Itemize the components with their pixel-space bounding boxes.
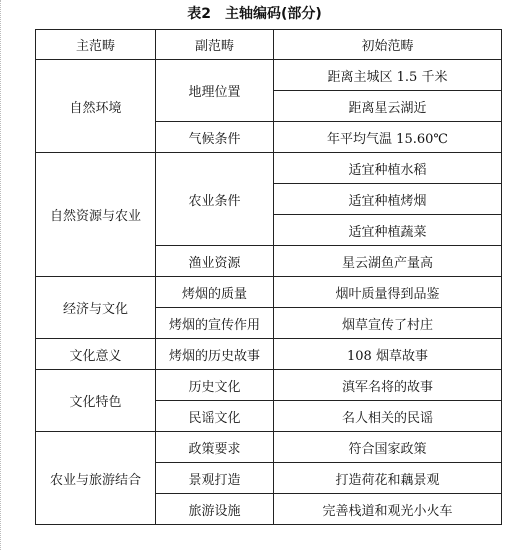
- sub-category-cell: 旅游设施: [156, 494, 274, 525]
- table-header-row: [36, 30, 502, 60]
- sub-category-cell: 烤烟的宣传作用: [156, 308, 274, 339]
- header-initial-category: 初始范畴: [274, 30, 502, 60]
- initial-category-cell: 108 烟草故事: [274, 339, 502, 370]
- initial-category-cell: 名人相关的民谣: [274, 401, 502, 432]
- main-category-cell: 经济与文化: [36, 277, 156, 339]
- table-row: [36, 277, 502, 308]
- table-row: [36, 339, 502, 370]
- main-category-cell: 农业与旅游结合: [36, 432, 156, 525]
- sub-category-cell: 民谣文化: [156, 401, 274, 432]
- sub-category-cell: 历史文化: [156, 370, 274, 401]
- table-caption: 表2 主轴编码(部分): [187, 6, 322, 22]
- initial-category-cell: 适宜种植水稻: [274, 153, 502, 184]
- main-category-cell: 文化意义: [36, 339, 156, 370]
- sub-category-cell: 农业条件: [156, 153, 274, 246]
- initial-category-cell: 距离星云湖近: [274, 91, 502, 122]
- initial-category-cell: 烟叶质量得到品鉴: [274, 277, 502, 308]
- axial-coding-table: [35, 29, 502, 525]
- page-left-edge: [0, 0, 4, 550]
- table-body: [36, 60, 502, 525]
- sub-category-cell: 地理位置: [156, 60, 274, 122]
- table-row: [36, 60, 502, 91]
- sub-category-cell: 烤烟的质量: [156, 277, 274, 308]
- table-row: [36, 432, 502, 463]
- sub-category-cell: 烤烟的历史故事: [156, 339, 274, 370]
- initial-category-cell: 星云湖鱼产量高: [274, 246, 502, 277]
- initial-category-cell: 完善栈道和观光小火车: [274, 494, 502, 525]
- table-row: [36, 370, 502, 401]
- initial-category-cell: 烟草宣传了村庄: [274, 308, 502, 339]
- initial-category-cell: 适宜种植蔬菜: [274, 215, 502, 246]
- initial-category-cell: 滇军名将的故事: [274, 370, 502, 401]
- header-main-category: 主范畴: [36, 30, 156, 60]
- main-category-cell: 文化特色: [36, 370, 156, 432]
- initial-category-cell: 打造荷花和藕景观: [274, 463, 502, 494]
- initial-category-cell: 距离主城区 1.5 千米: [274, 60, 502, 91]
- main-category-cell: 自然环境: [36, 60, 156, 153]
- initial-category-cell: 年平均气温 15.60℃: [274, 122, 502, 153]
- sub-category-cell: 景观打造: [156, 463, 274, 494]
- header-sub-category: 副范畴: [156, 30, 274, 60]
- initial-category-cell: 符合国家政策: [274, 432, 502, 463]
- initial-category-cell: 适宜种植烤烟: [274, 184, 502, 215]
- sub-category-cell: 政策要求: [156, 432, 274, 463]
- table-row: [36, 153, 502, 184]
- sub-category-cell: 渔业资源: [156, 246, 274, 277]
- main-category-cell: 自然资源与农业: [36, 153, 156, 277]
- sub-category-cell: 气候条件: [156, 122, 274, 153]
